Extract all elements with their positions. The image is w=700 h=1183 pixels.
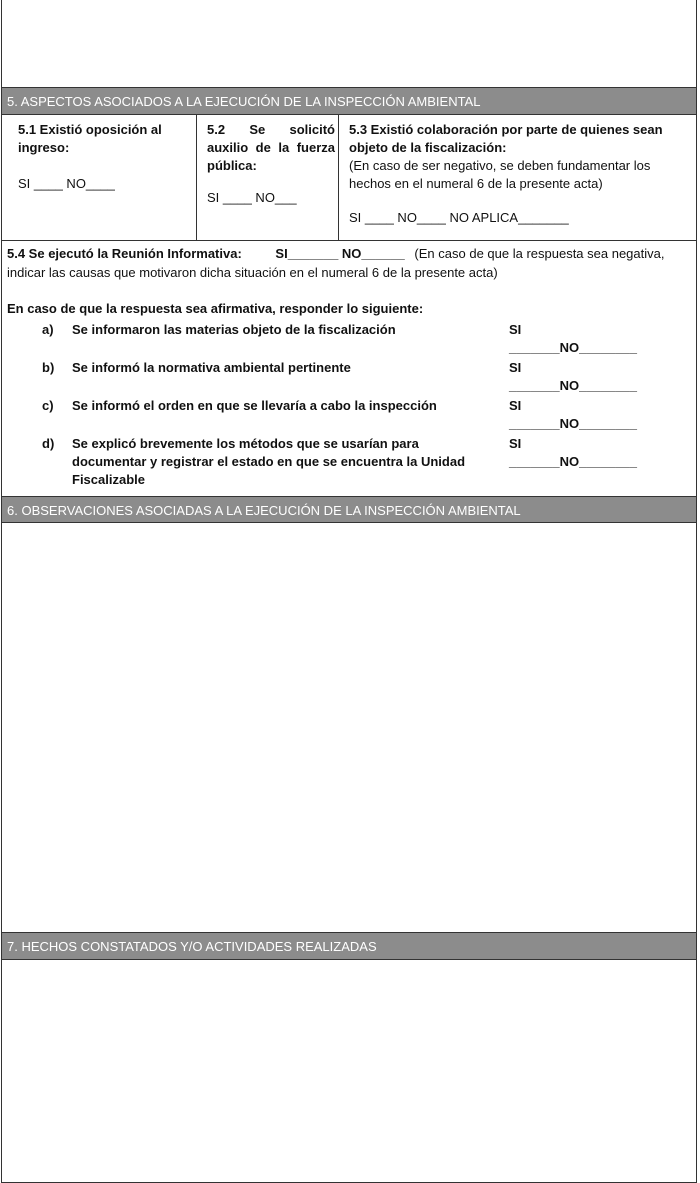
checklist-item-d <box>42 435 682 491</box>
item-letter: b) <box>42 360 55 375</box>
checklist-item-c <box>42 397 682 435</box>
question-5-1-label: 5.1 Existió oposición al ingreso: <box>18 122 162 155</box>
question-5-4-answer[interactable]: SI_______ NO______ <box>275 246 405 261</box>
top-blank-box <box>1 0 697 88</box>
affirmative-intro: En caso de que la respuesta sea afirmativa, responder lo siguiente: <box>7 301 424 316</box>
section-5-header: 5. ASPECTOS ASOCIADOS A LA EJECUCIÓN DE LA INSPECCIÓN AMBIENTAL <box>1 87 697 115</box>
item-text: Se informó la normativa ambiental pertinente <box>72 360 351 375</box>
section-6-observations-area[interactable] <box>1 523 697 933</box>
item-text: Se informó el orden en que se llevaría a cabo la inspección <box>72 398 437 413</box>
question-5-2-label: 5.2 Se solicitó auxilio de la fuerza pública: <box>207 122 335 173</box>
section-7-facts-area[interactable] <box>1 960 697 1183</box>
question-5-2 <box>196 115 338 240</box>
item-text: Se explicó brevemente los métodos que se usarían para documentar y registrar el estado en que se encuentra la Unidad Fiscalizable <box>72 436 466 487</box>
item-si[interactable]: SI <box>509 360 522 375</box>
checklist-item-a <box>42 321 682 359</box>
question-5-4-note: (En caso de que la respuesta sea negativa, indicar las causas que motivaron dicha situación en el numeral 6 de la presente acta) <box>7 246 665 280</box>
question-5-1-answer[interactable]: SI ____ NO____ <box>18 176 115 191</box>
section-6-header: 6. OBSERVACIONES ASOCIADAS A LA EJECUCIÓN DE LA INSPECCIÓN AMBIENTAL <box>1 496 697 523</box>
item-no[interactable]: _______NO________ <box>509 416 637 431</box>
item-no[interactable]: _______NO________ <box>509 378 637 393</box>
question-5-3-label: 5.3 Existió colaboración por parte de quienes sean objeto de la fiscalización: <box>349 122 663 155</box>
item-letter: c) <box>42 398 54 413</box>
item-si[interactable]: SI <box>509 398 522 413</box>
question-5-3-note: (En caso de ser negativo, se deben fundamentar los hechos en el numeral 6 de la presente acta) <box>349 158 651 191</box>
item-no[interactable]: _______NO________ <box>509 454 637 469</box>
item-letter: a) <box>42 322 54 337</box>
question-5-3-answer[interactable]: SI ____ NO____ NO APLICA_______ <box>349 210 569 225</box>
section-7-header: 7. HECHOS CONSTATADOS Y/O ACTIVIDADES REALIZADAS <box>1 932 697 960</box>
question-5-1 <box>2 115 196 240</box>
checklist-item-b <box>42 359 682 397</box>
item-no[interactable]: _______NO________ <box>509 340 637 355</box>
section-5-questions-row <box>1 115 697 241</box>
question-5-4-label: 5.4 Se ejecutó la Reunión Informativa: <box>7 246 242 261</box>
question-5-4 <box>7 244 687 282</box>
question-5-3 <box>338 115 696 240</box>
item-si[interactable]: SI <box>509 322 522 337</box>
item-letter: d) <box>42 436 55 451</box>
item-si[interactable]: SI <box>509 436 522 451</box>
section-5-4-block <box>1 241 697 497</box>
question-5-2-answer[interactable]: SI ____ NO___ <box>207 190 297 205</box>
item-text: Se informaron las materias objeto de la fiscalización <box>72 322 396 337</box>
